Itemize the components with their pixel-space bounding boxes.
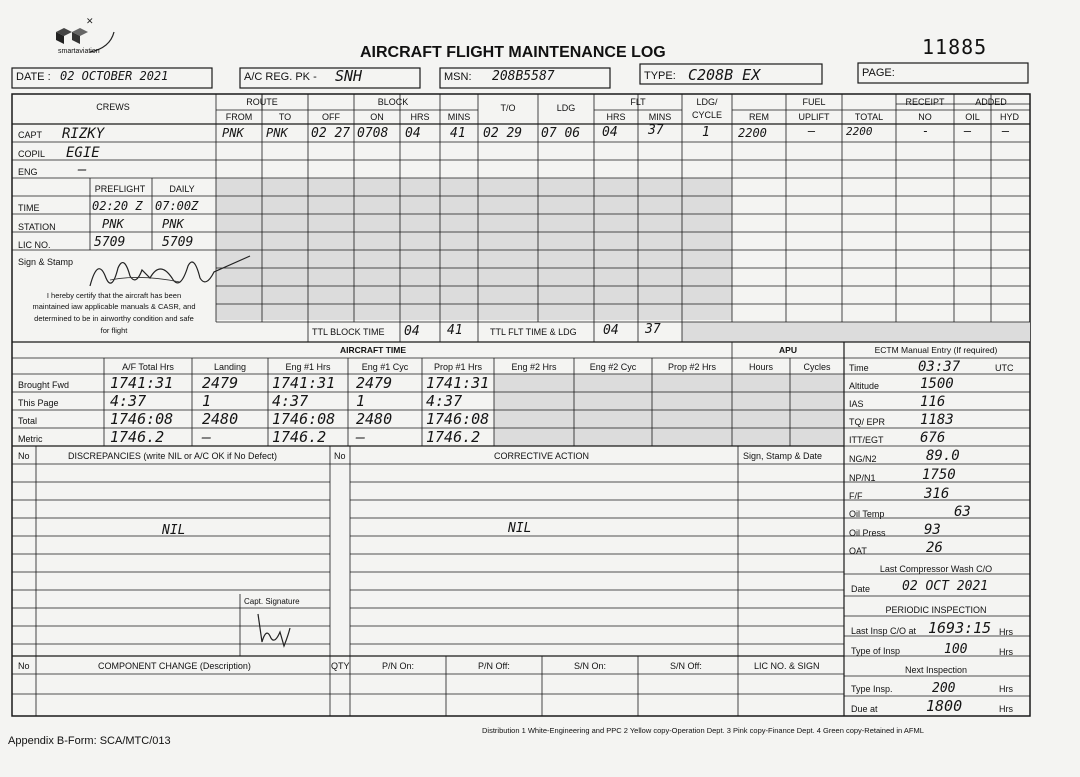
ectm-time-unit: UTC — [995, 363, 1014, 373]
due-unit: Hrs — [999, 704, 1013, 714]
aircraft-time-prop1[interactable]: 1746.2 — [426, 428, 481, 446]
aircraft-time-af[interactable]: 1746:08 — [110, 410, 174, 428]
serial-number: 11885 — [922, 35, 988, 59]
svg-text:✕: ✕ — [86, 18, 94, 27]
capt-value[interactable]: RIZKY — [62, 126, 105, 142]
row1-flt-mins[interactable]: 37 — [648, 123, 664, 138]
comp-pn-off: P/N Off: — [478, 661, 510, 671]
brand-logo — [50, 18, 120, 58]
col-oil: OIL — [965, 112, 980, 122]
disc-nil-left[interactable]: NIL — [162, 523, 186, 538]
ttl-block-mins[interactable]: 41 — [447, 323, 463, 338]
col-prop2: Prop #2 Hrs — [667, 362, 717, 372]
captain-signature — [254, 606, 294, 652]
col-ldg-cycle-2: CYCLE — [691, 110, 722, 120]
comp-title: COMPONENT CHANGE (Description) — [98, 661, 251, 671]
daily-time[interactable]: 07:00Z — [155, 199, 199, 213]
row1-hrs[interactable]: 04 — [405, 126, 421, 141]
next-type-value[interactable]: 200 — [932, 681, 956, 696]
col-eng2-hrs: Eng #2 Hrs — [511, 362, 557, 372]
wash-date-label: Date — [851, 584, 871, 594]
col-uplift: UPLIFT — [798, 112, 830, 122]
col-flt: FLT — [630, 97, 646, 107]
type-insp-value[interactable]: 100 — [944, 642, 968, 657]
aircraft-time-eng1hrs[interactable]: 1746:08 — [272, 410, 336, 428]
row1-to[interactable]: PNK — [266, 126, 288, 140]
aircraft-time-af[interactable]: 1746.2 — [110, 428, 165, 446]
daily-lic[interactable]: 5709 — [162, 235, 194, 250]
ectm-oat-value[interactable]: 26 — [926, 540, 943, 556]
row1-from[interactable]: PNK — [222, 126, 244, 140]
aircraft-time-eng1cyc[interactable]: 1 — [356, 392, 366, 410]
ectm-itt-value[interactable]: 676 — [920, 430, 946, 446]
certify-line-3: determined to be in airworthy condition and safe — [34, 314, 194, 323]
ectm-altitude-label: Altitude — [849, 381, 880, 391]
corr-no-label: No — [334, 451, 346, 461]
row1-receipt[interactable]: - — [922, 124, 930, 138]
ectm-ff-value[interactable]: 316 — [924, 486, 950, 502]
certify-line-4: for flight — [100, 326, 128, 335]
distribution-note: Distribution 1 White-Engineering and PPC 2 Yellow copy-Operation Dept. 3 Pink copy-Finance Dept. 4 Green copy-Retained in AFML — [482, 726, 924, 735]
eng-value[interactable]: — — [78, 162, 87, 178]
form-id: Appendix B-Form: SCA/MTC/013 — [8, 735, 171, 747]
certify-line-1: I hereby certify that the aircraft has been — [46, 291, 182, 300]
due-label: Due at — [851, 704, 878, 714]
msn-label: MSN: — [444, 71, 472, 83]
col-eng1-hrs: Eng #1 Hrs — [285, 362, 331, 372]
ectm-oilpress-label: Oil Press — [849, 528, 886, 538]
aircraft-time-title: AIRCRAFT TIME — [339, 345, 407, 355]
ectm-np-value[interactable]: 1750 — [922, 467, 956, 483]
periodic-title: PERIODIC INSPECTION — [885, 605, 987, 615]
aircraft-time-landing[interactable]: 1 — [202, 392, 212, 410]
acreg-label: A/C REG. PK - — [244, 71, 317, 83]
time-label: TIME — [18, 203, 40, 213]
col-landing: Landing — [213, 362, 247, 372]
ectm-np-label: NP/N1 — [849, 473, 876, 483]
col-route: ROUTE — [246, 97, 278, 107]
row1-hyd[interactable]: — — [1002, 124, 1010, 138]
row1-on[interactable]: 0708 — [357, 126, 389, 141]
ttl-flt-label: TTL FLT TIME & LDG — [490, 327, 577, 337]
col-total: TOTAL — [854, 112, 884, 122]
capt-label: CAPT — [18, 130, 43, 140]
ectm-tq-value[interactable]: 1183 — [920, 412, 954, 428]
ectm-oiltemp-value[interactable]: 63 — [954, 504, 971, 520]
last-insp-label: Last Insp C/O at — [851, 626, 917, 636]
aircraft-time-eng1cyc[interactable]: — — [356, 428, 366, 446]
col-from: FROM — [225, 112, 253, 122]
aircraft-time-landing[interactable]: 2480 — [202, 410, 239, 428]
aircraft-time-eng1hrs[interactable]: 4:37 — [272, 392, 309, 410]
ectm-time-value[interactable]: 03:37 — [918, 359, 961, 375]
row1-uplift[interactable]: — — [808, 124, 816, 138]
date-value[interactable]: 02 OCTOBER 2021 — [60, 69, 169, 83]
col-receipt: RECEIPT — [905, 97, 945, 107]
row1-flt-hrs[interactable]: 04 — [602, 125, 618, 140]
certify-line-2: maintained iaw applicable manuals & CASR, and — [32, 302, 196, 311]
ectm-time-label: Time — [849, 363, 869, 373]
preflight-lic[interactable]: 5709 — [94, 235, 126, 250]
aircraft-time-row-label: Brought Fwd — [18, 380, 70, 390]
aircraft-time-af[interactable]: 1741:31 — [110, 374, 174, 392]
aircraft-time-eng1hrs[interactable]: 1746.2 — [272, 428, 327, 446]
row1-rem[interactable]: 2200 — [738, 126, 767, 140]
aircraft-time-row-label: Metric — [18, 434, 43, 444]
page-label: PAGE: — [862, 67, 895, 79]
ectm-ias-label: IAS — [849, 399, 864, 409]
msn-value[interactable]: 208B5587 — [492, 69, 555, 84]
col-ldg-cycle: LDG/ — [696, 97, 718, 107]
aircraft-time-prop1[interactable]: 4:37 — [426, 392, 463, 410]
last-insp-value[interactable]: 1693:15 — [928, 619, 992, 637]
col-crews: CREWS — [96, 102, 130, 112]
row1-off[interactable]: 02 27 — [311, 126, 351, 141]
last-insp-unit: Hrs — [999, 627, 1013, 637]
type-label: TYPE: — [644, 70, 676, 82]
aircraft-time-eng1hrs[interactable]: 1741:31 — [272, 374, 336, 392]
ectm-ng-label: NG/N2 — [849, 454, 877, 464]
row1-oil[interactable]: — — [964, 124, 972, 138]
sign-stamp-date: Sign, Stamp & Date — [743, 451, 823, 461]
ttl-block-hrs[interactable]: 04 — [404, 324, 420, 339]
type-insp-unit: Hrs — [999, 647, 1013, 657]
ectm-itt-label: ITT/EGT — [849, 435, 884, 445]
row1-ldg[interactable]: 07 06 — [541, 126, 581, 141]
col-flt-mins: MINS — [648, 112, 672, 122]
col-prop1: Prop #1 Hrs — [433, 362, 483, 372]
ectm-ng-value[interactable]: 89.0 — [926, 448, 960, 464]
col-apu-cycles: Cycles — [803, 362, 831, 372]
col-eng1-cyc: Eng #1 Cyc — [361, 362, 409, 372]
comp-sn-on: S/N On: — [574, 661, 607, 671]
comp-sn-off: S/N Off: — [670, 661, 702, 671]
col-off: OFF — [322, 112, 340, 122]
due-value[interactable]: 1800 — [926, 697, 963, 715]
wash-date-value[interactable]: 02 OCT 2021 — [902, 579, 989, 594]
aircraft-time-prop1[interactable]: 1746:08 — [426, 410, 490, 428]
ttl-block-label: TTL BLOCK TIME — [312, 327, 385, 337]
preflight-station[interactable]: PNK — [102, 217, 124, 231]
row1-takeoff[interactable]: 02 29 — [483, 126, 523, 141]
comp-lic-sign: LIC NO. & SIGN — [754, 661, 820, 671]
col-hrs: HRS — [410, 112, 430, 122]
ttl-flt-hrs[interactable]: 04 — [603, 323, 619, 338]
comp-qty: QTY — [331, 661, 350, 671]
col-added: ADDED — [975, 97, 1007, 107]
col-mins: MINS — [447, 112, 471, 122]
aircraft-time-prop1[interactable]: 1741:31 — [426, 374, 490, 392]
ectm-oiltemp-label: Oil Temp — [849, 509, 885, 519]
aircraft-time-eng1cyc[interactable]: 2480 — [356, 410, 393, 428]
col-rem: REM — [749, 112, 769, 122]
daily-label: DAILY — [169, 184, 195, 194]
row1-mins[interactable]: 41 — [450, 126, 466, 141]
ectm-ias-value[interactable]: 116 — [920, 394, 946, 410]
row1-total[interactable]: 2200 — [846, 125, 873, 138]
ectm-altitude-value[interactable]: 1500 — [920, 376, 954, 392]
station-label: STATION — [18, 222, 56, 232]
capt-signature-label: Capt. Signature — [244, 597, 300, 606]
col-af-total: A/F Total Hrs — [122, 362, 174, 372]
disc-title: DISCREPANCIES (write NIL or A/C OK if No Defect) — [68, 451, 278, 461]
col-fuel: FUEL — [802, 97, 826, 107]
type-value[interactable]: C208B EX — [688, 66, 761, 84]
col-apu-hours: Hours — [748, 362, 773, 372]
col-block: BLOCK — [377, 97, 409, 107]
type-insp-label: Type of Insp — [851, 646, 901, 656]
aircraft-time-landing[interactable]: 2479 — [202, 374, 239, 392]
row1-cycle[interactable]: 1 — [702, 125, 710, 140]
next-insp-title: Next Inspection — [904, 665, 968, 675]
lic-label: LIC NO. — [18, 240, 51, 250]
preflight-time[interactable]: 02:20 Z — [92, 199, 143, 213]
aircraft-time-af[interactable]: 4:37 — [110, 392, 147, 410]
copil-value[interactable]: EGIE — [66, 145, 100, 161]
ectm-tq-label: TQ/ EPR — [849, 417, 886, 427]
col-eng2-cyc: Eng #2 Cyc — [589, 362, 637, 372]
date-label: DATE : — [16, 71, 51, 83]
col-receipt-no: NO — [918, 112, 932, 122]
col-hyd: HYD — [999, 112, 1019, 122]
disc-no-label: No — [18, 451, 30, 461]
col-takeoff: T/O — [500, 103, 516, 113]
aircraft-time-row-label: Total — [18, 416, 38, 426]
copil-label: COPIL — [18, 149, 46, 159]
aircraft-time-landing[interactable]: — — [202, 428, 212, 446]
apu-title: APU — [779, 345, 797, 355]
ectm-oilpress-value[interactable]: 93 — [924, 522, 941, 538]
page-title: AIRCRAFT FLIGHT MAINTENANCE LOG — [360, 44, 666, 61]
col-ldg: LDG — [556, 103, 576, 113]
ectm-ff-label: F/F — [849, 491, 863, 501]
wash-title: Last Compressor Wash C/O — [879, 564, 993, 574]
next-type-label: Type Insp. — [851, 684, 893, 694]
ectm-title: ECTM Manual Entry (If required) — [874, 345, 998, 355]
disc-nil-right[interactable]: NIL — [508, 521, 532, 536]
eng-label: ENG — [18, 167, 38, 177]
ectm-oat-label: OAT — [849, 546, 867, 556]
corrective-title: CORRECTIVE ACTION — [494, 451, 590, 461]
col-to: TO — [278, 112, 292, 122]
aircraft-time-row-label: This Page — [18, 398, 59, 408]
ttl-flt-mins[interactable]: 37 — [645, 322, 661, 337]
col-flt-hrs: HRS — [606, 112, 626, 122]
daily-station[interactable]: PNK — [162, 217, 184, 231]
acreg-value[interactable]: SNH — [335, 67, 363, 85]
brand-name: smartaviation — [58, 48, 100, 55]
comp-pn-on: P/N On: — [382, 661, 415, 671]
col-on: ON — [370, 112, 384, 122]
preflight-label: PREFLIGHT — [94, 184, 146, 194]
sign-stamp-label: Sign & Stamp — [18, 257, 74, 267]
aircraft-time-eng1cyc[interactable]: 2479 — [356, 374, 393, 392]
next-type-unit: Hrs — [999, 684, 1013, 694]
comp-no-label: No — [18, 661, 30, 671]
